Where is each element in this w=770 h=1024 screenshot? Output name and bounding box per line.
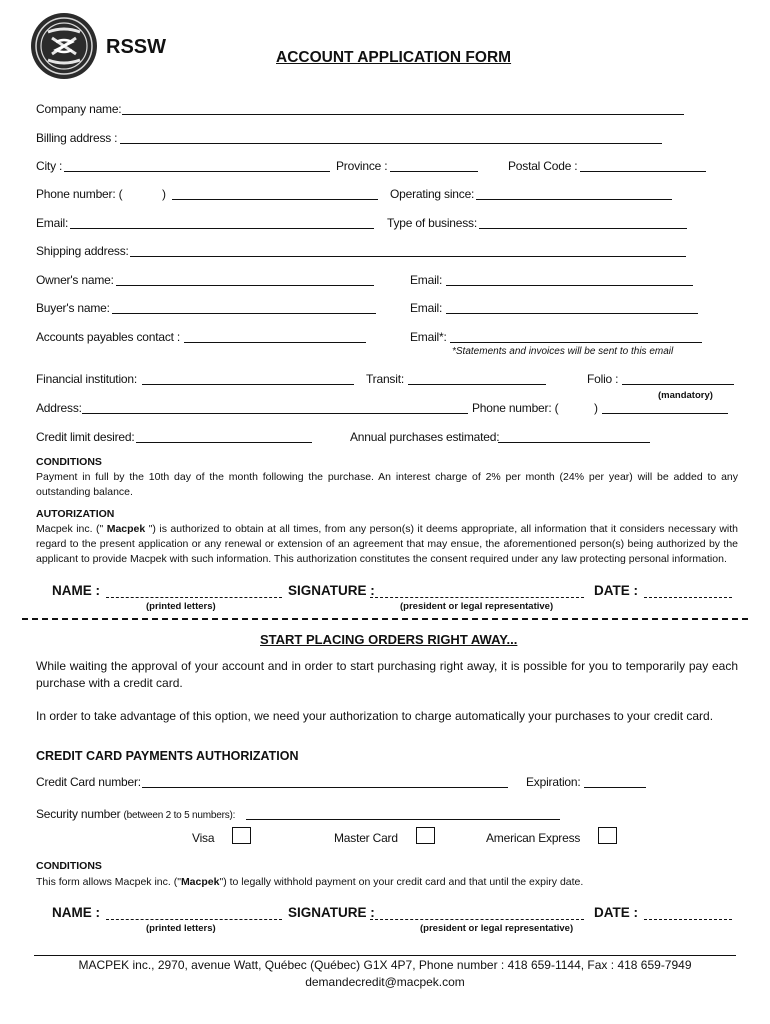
phone-number-field[interactable] [172, 199, 378, 200]
sig1-date-field[interactable] [644, 597, 732, 598]
accounts-payables-field[interactable] [184, 342, 366, 343]
footer-email: demandecredit@macpek.com [305, 975, 465, 989]
mastercard-label: Master Card [334, 831, 398, 845]
bank-phone-field[interactable] [602, 413, 728, 414]
rssw-logo-icon [30, 12, 98, 80]
conditions2-text [36, 875, 738, 890]
footer-rule [34, 955, 736, 956]
security-number-label [36, 807, 235, 821]
transit-field[interactable] [408, 384, 546, 385]
security-number-hint: (between 2 to 5 numbers): [123, 810, 236, 821]
credit-limit-field[interactable] [136, 442, 312, 443]
sig1-signature-label: SIGNATURE : [288, 583, 375, 598]
ap-email-field[interactable] [450, 342, 702, 343]
type-of-business-field[interactable] [479, 228, 687, 229]
email-field[interactable] [70, 228, 374, 229]
mastercard-checkbox[interactable] [416, 827, 435, 844]
city-field[interactable] [64, 171, 330, 172]
company-name-field[interactable] [122, 114, 684, 115]
amex-checkbox[interactable] [598, 827, 617, 844]
province-field[interactable] [390, 171, 478, 172]
statements-note: *Statements and invoices will be sent to this email [452, 346, 674, 357]
buyers-name-field[interactable] [112, 313, 376, 314]
annual-purchases-field[interactable] [498, 442, 650, 443]
start-ordering-para1: While waiting the approval of your account and in order to start purchasing right away, it is possible for you to temporarily pay each purchase with a credit card. [36, 659, 738, 690]
authorization-text-before: Macpek inc. (" [36, 523, 107, 535]
company-name-label: Company name: [36, 102, 122, 116]
authorization-text-after: ") is authorized to obtain at all times, from any person(s) it deems appropriate, all information that it considers necessary with regard to the present application or any renewal or extension of an agreement that may ensue, the aforementioned person(s) being authorized by the applicant to provide Macpek with such information. This authorization constitutes the consent required under any law protecting personal information. [36, 523, 738, 565]
conditions2-text-before: This form allows Macpek inc. (" [36, 876, 181, 888]
cc-number-label: Credit Card number: [36, 775, 141, 789]
authorization-heading: AUTORIZATION [36, 508, 115, 520]
financial-institution-field[interactable] [142, 384, 354, 385]
shipping-address-field[interactable] [130, 256, 686, 257]
authorization-macpek: Macpek [106, 523, 146, 535]
sig1-name-field[interactable] [106, 597, 282, 598]
bank-address-label: Address: [36, 401, 82, 415]
page-title: ACCOUNT APPLICATION FORM [276, 49, 512, 66]
owner-email-label: Email: [410, 273, 443, 287]
cc-heading: CREDIT CARD PAYMENTS AUTHORIZATION [36, 749, 299, 763]
financial-institution-label: Financial institution: [36, 372, 137, 386]
buyers-name-label: Buyer's name: [36, 301, 110, 315]
start-ordering-para2: In order to take advantage of this option, we need your authorization to charge automatically your purchases to your credit card. [36, 709, 714, 723]
operating-since-field[interactable] [476, 199, 672, 200]
conditions2-heading: CONDITIONS [36, 860, 102, 872]
conditions-text: Payment in full by the 10th day of the month following the purchase. An interest charge of 2% per month (24% per year) will be added to any outstanding balance. [36, 471, 738, 498]
sig2-date-field[interactable] [644, 919, 732, 920]
amex-label: American Express [486, 831, 581, 845]
sig2-name-field[interactable] [106, 919, 282, 920]
visa-checkbox[interactable] [232, 827, 251, 844]
sig2-date-label: DATE : [594, 905, 638, 920]
phone-number-label: Phone number: ( [36, 187, 123, 201]
bank-phone-close: ) [594, 401, 598, 415]
section-divider [22, 618, 748, 620]
sig2-signature-field[interactable] [370, 919, 584, 920]
sig1-name-label: NAME : [52, 583, 100, 598]
city-label: City : [36, 159, 63, 173]
transit-label: Transit: [366, 372, 404, 386]
ap-email-label: Email*: [410, 330, 447, 344]
owners-name-field[interactable] [116, 285, 374, 286]
folio-label: Folio : [587, 372, 619, 386]
cc-number-field[interactable] [142, 787, 508, 788]
conditions2-text-after: ") to legally withhold payment on your credit card and that until the expiry date. [219, 876, 584, 888]
buyer-email-label: Email: [410, 301, 443, 315]
sig2-signature-hint: (president or legal representative) [420, 923, 574, 934]
billing-address-label: Billing address : [36, 131, 118, 145]
bank-address-field[interactable] [82, 413, 468, 414]
province-label: Province : [336, 159, 388, 173]
footer-address: MACPEK inc., 2970, avenue Watt, Québec (Québec) G1X 4P7, Phone number : 418 659-1144, Fax : 418 659-7949 [78, 958, 692, 972]
bank-phone-label: Phone number: ( [472, 401, 559, 415]
billing-address-field[interactable] [120, 143, 662, 144]
conditions-heading: CONDITIONS [36, 456, 102, 468]
credit-limit-label: Credit limit desired: [36, 430, 135, 444]
phone-area-close: ) [162, 187, 166, 201]
security-number-field[interactable] [246, 819, 560, 820]
authorization-text [36, 522, 738, 567]
annual-purchases-label: Annual purchases estimated: [350, 430, 500, 444]
owners-name-label: Owner's name: [36, 273, 114, 287]
accounts-payables-label: Accounts payables contact : [36, 330, 181, 344]
postal-code-label: Postal Code : [508, 159, 578, 173]
sig1-signature-field[interactable] [370, 597, 584, 598]
brand-name: RSSW [106, 36, 166, 58]
shipping-address-label: Shipping address: [36, 244, 129, 258]
sig2-signature-label: SIGNATURE : [288, 905, 375, 920]
buyer-email-field[interactable] [446, 313, 698, 314]
expiration-label: Expiration: [526, 775, 581, 789]
security-number-text: Security number [36, 807, 121, 821]
type-of-business-label: Type of business: [387, 216, 477, 230]
owner-email-field[interactable] [446, 285, 693, 286]
sig1-date-label: DATE : [594, 583, 638, 598]
expiration-field[interactable] [584, 787, 646, 788]
operating-since-label: Operating since: [390, 187, 475, 201]
sig2-name-label: NAME : [52, 905, 100, 920]
folio-field[interactable] [622, 384, 734, 385]
start-ordering-heading: START PLACING ORDERS RIGHT AWAY... [260, 632, 518, 647]
sig1-name-hint: (printed letters) [146, 601, 216, 612]
email-label: Email: [36, 216, 69, 230]
sig2-name-hint: (printed letters) [146, 923, 216, 934]
visa-label: Visa [192, 831, 215, 845]
postal-code-field[interactable] [580, 171, 706, 172]
folio-mandatory: (mandatory) [658, 390, 713, 401]
sig1-signature-hint: (president or legal representative) [400, 601, 554, 612]
conditions2-macpek: Macpek [180, 876, 220, 888]
